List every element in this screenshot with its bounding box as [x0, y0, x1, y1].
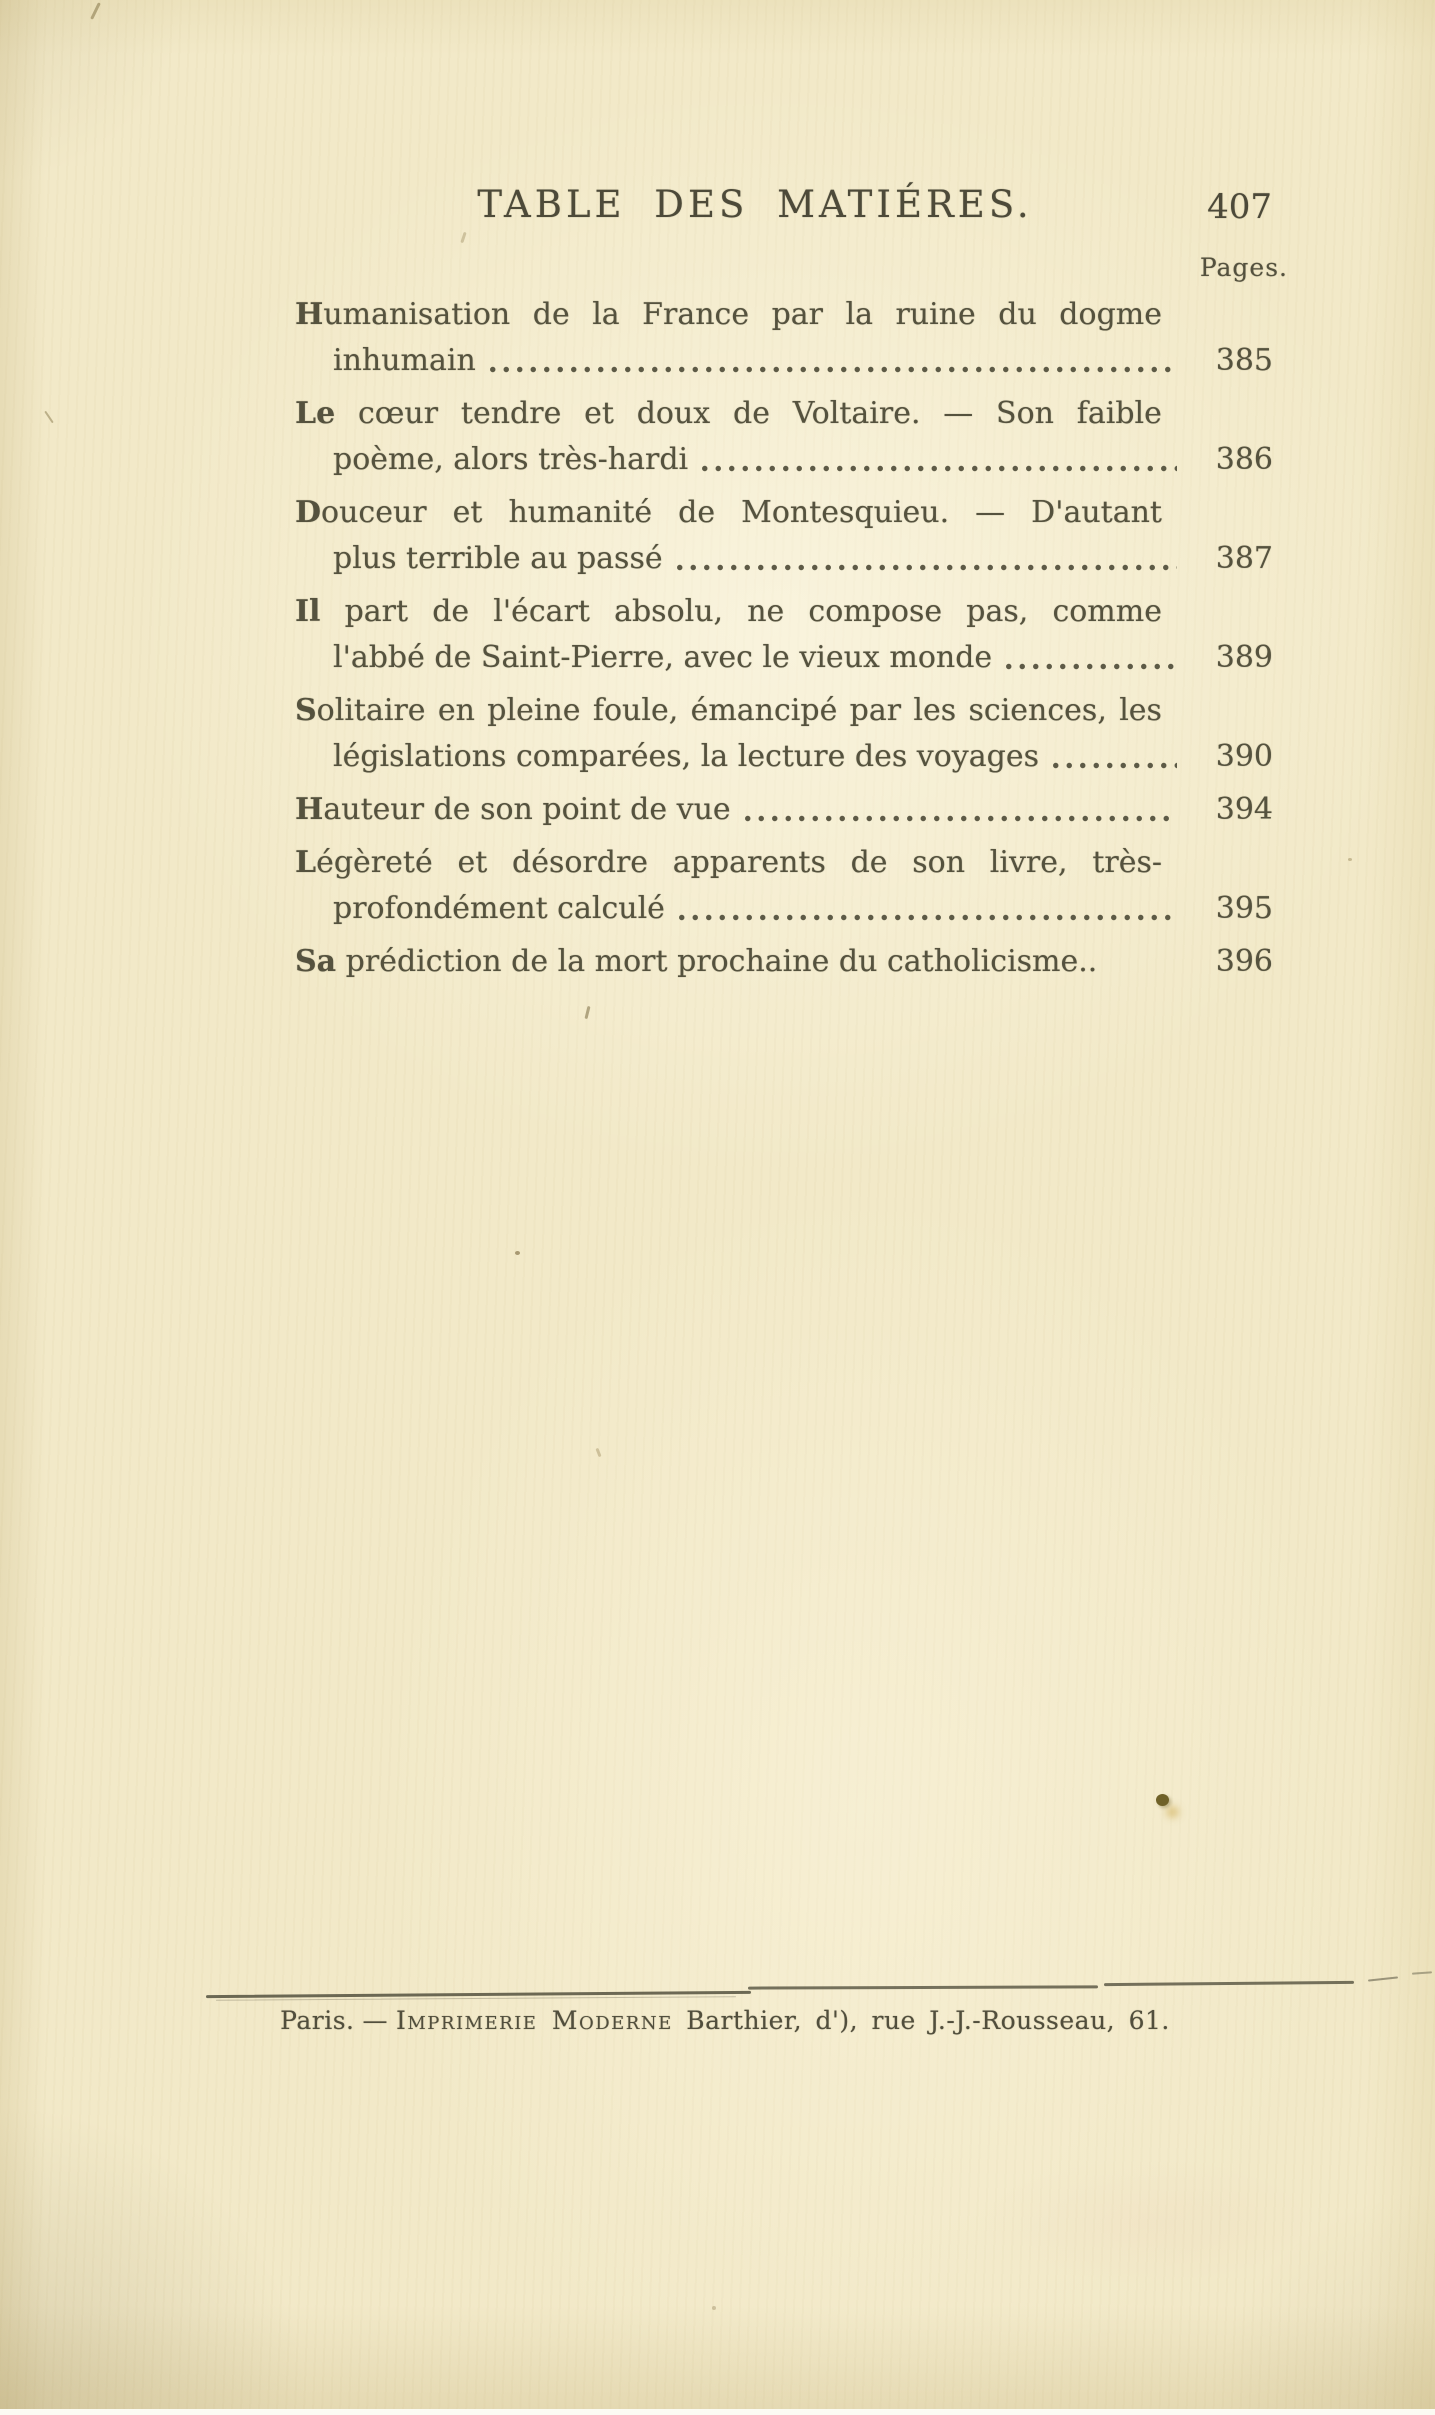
toc-word: Voltaire.: [792, 396, 921, 431]
paper-mark: [584, 1006, 590, 1019]
toc-word: et: [457, 845, 488, 880]
printer-imprint: [230, 2001, 1220, 2041]
toc-line: [295, 939, 1285, 985]
toc-page-number: 396: [1215, 944, 1273, 979]
imprint-details: Barthier, d'), rue J.-J.-Rousseau, 61.: [686, 2006, 1170, 2035]
toc-page-number: 394: [1215, 792, 1273, 827]
toc-page-number: 395: [1215, 891, 1273, 926]
toc-word: en: [437, 693, 475, 728]
toc-entry-text: plus terrible au passé: [333, 541, 663, 576]
toc-word: livre,: [989, 845, 1068, 880]
toc-word: de: [850, 845, 888, 880]
toc-word: ne: [747, 594, 785, 629]
toc-word: pleine: [487, 693, 581, 728]
toc-entry-text: législations comparées, la lecture des voyages: [333, 739, 1039, 774]
paper-speck: [595, 1448, 601, 1457]
toc-line: [295, 635, 1285, 681]
toc-line: [295, 490, 1162, 536]
toc-word: faible: [1076, 396, 1162, 431]
toc-word: Montesquieu.: [741, 495, 950, 530]
toc-word: émancipé: [690, 693, 838, 728]
toc-line: [295, 338, 1285, 384]
toc-word: compose: [808, 594, 943, 629]
toc-line: [295, 391, 1162, 437]
toc-entry-text: profondément calculé: [333, 891, 665, 926]
toc-word: —: [975, 495, 1006, 530]
toc-line: [295, 536, 1285, 582]
toc-word: de: [432, 594, 470, 629]
toc-word: et: [452, 495, 483, 530]
toc-word: humanité: [508, 495, 653, 530]
toc-word: de: [733, 396, 770, 431]
toc-word: sciences,: [968, 693, 1107, 728]
dot-leader: [1097, 939, 1183, 985]
toc-word: très-: [1092, 845, 1162, 880]
dot-leader: [1039, 734, 1183, 780]
toc-entry: [295, 589, 1285, 681]
paper-mark: [44, 411, 53, 424]
dot-leader: [731, 787, 1183, 833]
footer-rule-dash: [1368, 1976, 1398, 1981]
toc-word: Il: [295, 594, 321, 629]
footer-rule: [1104, 1981, 1354, 1986]
toc-word: l'écart: [493, 594, 590, 629]
toc-entry-text: Hauteur de son point de vue: [295, 792, 731, 827]
paper-speck: [515, 1251, 520, 1255]
paper-speck: [712, 2306, 716, 2310]
toc-entry: [295, 391, 1285, 483]
table-of-contents: [295, 292, 1285, 985]
toc-word: de: [678, 495, 716, 530]
toc-entry: [295, 688, 1285, 780]
toc-word: tendre: [460, 396, 562, 431]
toc-entry-text: poème, alors très-hardi: [333, 442, 689, 477]
toc-word: les: [1119, 693, 1162, 728]
toc-word: son: [912, 845, 966, 880]
toc-word: Solitaire: [295, 693, 426, 728]
toc-word: de: [532, 297, 570, 332]
toc-word: part: [344, 594, 409, 629]
toc-word: comme: [1052, 594, 1162, 629]
toc-entry: [295, 490, 1285, 582]
dot-leader: [688, 437, 1183, 483]
toc-word: foule,: [592, 693, 679, 728]
toc-word: Son: [996, 396, 1054, 431]
paper-speck: [1348, 858, 1352, 861]
toc-word: dogme: [1059, 297, 1162, 332]
toc-word: Douceur: [295, 495, 427, 530]
toc-entry: [295, 787, 1285, 833]
toc-page-number: 390: [1215, 739, 1273, 774]
toc-word: la: [592, 297, 620, 332]
imprint-printer: Imprimerie Moderne: [395, 2006, 673, 2035]
toc-word: par: [771, 297, 823, 332]
paper-mark: [460, 232, 466, 243]
toc-line: [295, 589, 1162, 635]
toc-line: [295, 734, 1285, 780]
toc-entry-text: l'abbé de Saint-Pierre, avec le vieux monde: [333, 640, 993, 675]
toc-word: du: [998, 297, 1037, 332]
toc-word: la: [845, 297, 873, 332]
toc-word: absolu,: [614, 594, 724, 629]
imprint-dash: —: [362, 2006, 388, 2035]
dot-leader: [992, 635, 1183, 681]
toc-line: [295, 787, 1285, 833]
toc-word: désordre: [512, 845, 649, 880]
toc-entry-text: inhumain: [333, 343, 476, 378]
toc-word: et: [584, 396, 614, 431]
toc-word: France: [642, 297, 750, 332]
toc-page-number: 389: [1215, 640, 1273, 675]
toc-line: [295, 437, 1285, 483]
toc-page-number: 385: [1215, 343, 1273, 378]
toc-page-number: 386: [1215, 442, 1273, 477]
toc-line: [295, 840, 1162, 886]
imprint-city: Paris.: [280, 2006, 355, 2035]
scan-edge: [0, 2409, 1435, 2415]
toc-line: [295, 886, 1285, 932]
footer-rule-dash: [1412, 1971, 1432, 1974]
toc-word: pas,: [966, 594, 1029, 629]
toc-word: doux: [636, 396, 711, 431]
foxing-spot: [1156, 1794, 1169, 1806]
toc-word: D'autant: [1031, 495, 1162, 530]
toc-word: Légèreté: [295, 845, 433, 880]
toc-line: [295, 292, 1162, 338]
footer-rule: [748, 1985, 1098, 1989]
toc-word: les: [913, 693, 957, 728]
toc-word: par: [849, 693, 902, 728]
toc-word: Le: [295, 396, 336, 431]
pages-column-label: Pages.: [1199, 253, 1288, 282]
toc-entry: [295, 939, 1285, 985]
dot-leader: [665, 886, 1183, 932]
toc-line: [295, 688, 1162, 734]
dot-leader: [476, 338, 1183, 384]
page-title: TABLE DES MATIÉRES.: [477, 183, 1033, 226]
toc-word: cœur: [357, 396, 439, 431]
dot-leader: [663, 536, 1183, 582]
folio-page-number: 407: [1207, 187, 1272, 227]
toc-word: Humanisation: [295, 297, 511, 332]
toc-word: apparents: [672, 845, 826, 880]
toc-entry-text: Sa prédiction de la mort prochaine du catholicisme..: [295, 944, 1098, 979]
paper-mark: [90, 2, 101, 19]
toc-word: ruine: [895, 297, 976, 332]
toc-page-number: 387: [1215, 541, 1273, 576]
toc-word: —: [943, 396, 974, 431]
toc-entry: [295, 840, 1285, 932]
toc-entry: [295, 292, 1285, 384]
